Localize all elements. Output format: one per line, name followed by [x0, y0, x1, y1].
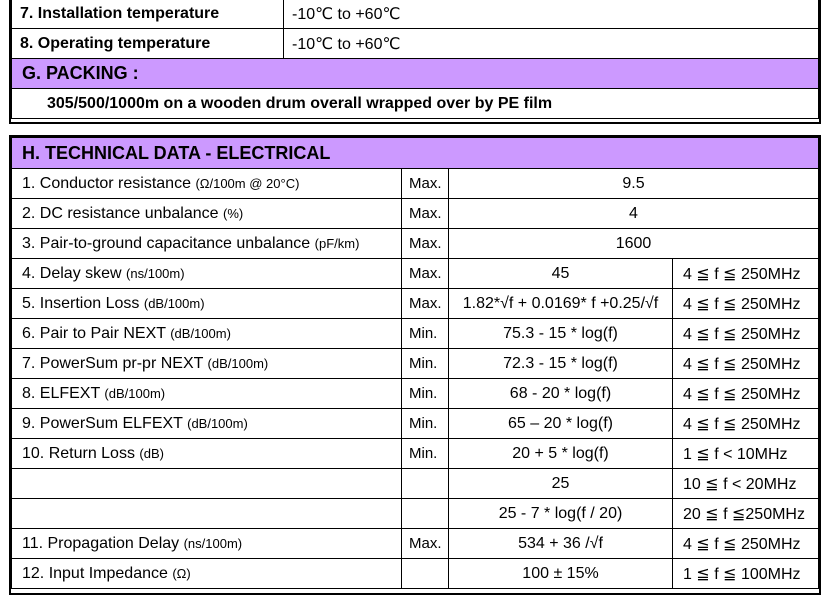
limit-cell: [402, 499, 449, 529]
limit-cell: Max.: [402, 199, 449, 229]
value-cell: 45: [449, 259, 673, 289]
value-cell: 534 + 36 /√f: [449, 529, 673, 559]
param-cell: [12, 559, 402, 589]
electrical-row: [12, 439, 819, 469]
param-cell: [12, 499, 402, 529]
packing-row: [12, 89, 819, 119]
value-cell: 1600: [449, 229, 819, 259]
limit-cell: Min.: [402, 319, 449, 349]
param-unit: (Ω): [172, 565, 191, 581]
frequency-range-cell: 1 ≦ f < 10MHz: [673, 439, 819, 469]
param-unit: (pF/km): [314, 235, 360, 251]
param-cell: [12, 229, 402, 259]
specs-table: [11, 0, 819, 119]
param-name: 4. Delay skew: [22, 264, 122, 282]
param-cell: [12, 199, 402, 229]
param-name: 11. Propagation Delay: [22, 534, 180, 552]
frequency-range-cell: 4 ≦ f ≦ 250MHz: [673, 529, 819, 559]
frequency-range-cell: 20 ≦ f ≦250MHz: [673, 499, 819, 529]
frequency-range-cell: 4 ≦ f ≦ 250MHz: [673, 349, 819, 379]
electrical-row: [12, 409, 819, 439]
packing-text: 305/500/1000m on a wooden drum overall wrapped over by PE film: [12, 89, 819, 119]
param-name: 6. Pair to Pair NEXT: [22, 324, 166, 342]
electrical-row: [12, 529, 819, 559]
param-name: 1. Conductor resistance: [22, 174, 191, 192]
electrical-row: [12, 229, 819, 259]
frequency-range-cell: 4 ≦ f ≦ 250MHz: [673, 379, 819, 409]
limit-cell: Min.: [402, 379, 449, 409]
packing-title: G. PACKING :: [12, 59, 819, 89]
param-unit: (ns/100m): [126, 265, 185, 281]
spec-label: 7. Installation temperature: [12, 0, 284, 29]
limit-cell: Max.: [402, 229, 449, 259]
param-cell: [12, 529, 402, 559]
param-cell: [12, 349, 402, 379]
electrical-row: [12, 499, 819, 529]
param-unit: (dB/100m): [207, 355, 269, 371]
electrical-row: [12, 379, 819, 409]
param-unit: (dB/100m): [143, 295, 205, 311]
limit-cell: [402, 469, 449, 499]
value-cell: 72.3 - 15 * log(f): [449, 349, 673, 379]
electrical-row: [12, 259, 819, 289]
frequency-range-cell: 1 ≦ f ≦ 100MHz: [673, 559, 819, 589]
packing-header-row: [12, 59, 819, 89]
param-unit: (ns/100m): [183, 535, 243, 551]
value-cell: 100 ± 15%: [449, 559, 673, 589]
frequency-range-cell: 4 ≦ f ≦ 250MHz: [673, 289, 819, 319]
electrical-row: [12, 349, 819, 379]
electrical-header-row: [12, 138, 819, 169]
limit-cell: Max.: [402, 259, 449, 289]
value-cell: 9.5: [449, 169, 819, 199]
limit-cell: [402, 559, 449, 589]
electrical-block: [9, 135, 821, 595]
electrical-title: H. TECHNICAL DATA - ELECTRICAL: [12, 138, 819, 169]
value-cell: 68 - 20 * log(f): [449, 379, 673, 409]
electrical-row: [12, 469, 819, 499]
frequency-range-cell: 10 ≦ f < 20MHz: [673, 469, 819, 499]
param-cell: [12, 259, 402, 289]
limit-cell: Max.: [402, 169, 449, 199]
frequency-range-cell: 4 ≦ f ≦ 250MHz: [673, 319, 819, 349]
param-cell: [12, 379, 402, 409]
limit-cell: Min.: [402, 349, 449, 379]
param-cell: [12, 409, 402, 439]
param-name: 7. PowerSum pr-pr NEXT: [22, 354, 204, 372]
electrical-row: [12, 199, 819, 229]
value-cell: 4: [449, 199, 819, 229]
spec-label: 8. Operating temperature: [12, 29, 284, 59]
param-unit: (%): [223, 205, 244, 221]
limit-cell: Min.: [402, 409, 449, 439]
value-cell: 1.82*√f + 0.0169* f +0.25/√f: [449, 289, 673, 319]
limit-cell: Max.: [402, 289, 449, 319]
param-name: 9. PowerSum ELFEXT: [22, 414, 183, 432]
limit-cell: Min.: [402, 439, 449, 469]
frequency-range-cell: 4 ≦ f ≦ 250MHz: [673, 409, 819, 439]
param-name: 2. DC resistance unbalance: [22, 204, 219, 222]
limit-cell: Max.: [402, 529, 449, 559]
param-cell: [12, 289, 402, 319]
param-cell: [12, 169, 402, 199]
param-name: 5. Insertion Loss: [22, 294, 140, 312]
param-cell: [12, 439, 402, 469]
value-cell: 75.3 - 15 * log(f): [449, 319, 673, 349]
electrical-row: [12, 169, 819, 199]
param-unit: (dB): [139, 445, 164, 461]
param-name: 12. Input Impedance: [22, 564, 168, 582]
param-name: 3. Pair-to-ground capacitance unbalance: [22, 234, 311, 252]
value-cell: 65 – 20 * log(f): [449, 409, 673, 439]
frequency-range-cell: 4 ≦ f ≦ 250MHz: [673, 259, 819, 289]
electrical-row: [12, 289, 819, 319]
spec-value: -10℃ to +60℃: [284, 0, 819, 29]
electrical-row: [12, 559, 819, 589]
value-cell: 25: [449, 469, 673, 499]
param-cell: [12, 469, 402, 499]
specs-packing-block: [9, 0, 821, 124]
param-name: 8. ELFEXT: [22, 384, 100, 402]
value-cell: 25 - 7 * log(f / 20): [449, 499, 673, 529]
spec-value: -10℃ to +60℃: [284, 29, 819, 59]
spec-row: [12, 29, 819, 59]
param-unit: (dB/100m): [170, 325, 231, 341]
param-name: 10. Return Loss: [22, 444, 135, 462]
electrical-row: [12, 319, 819, 349]
param-unit: (Ω/100m @ 20°C): [195, 175, 300, 191]
param-cell: [12, 319, 402, 349]
value-cell: 20 + 5 * log(f): [449, 439, 673, 469]
spec-row: [12, 0, 819, 29]
electrical-rows: [12, 169, 819, 589]
param-unit: (dB/100m): [187, 415, 248, 431]
electrical-table: [11, 137, 819, 589]
param-unit: (dB/100m): [104, 385, 166, 401]
